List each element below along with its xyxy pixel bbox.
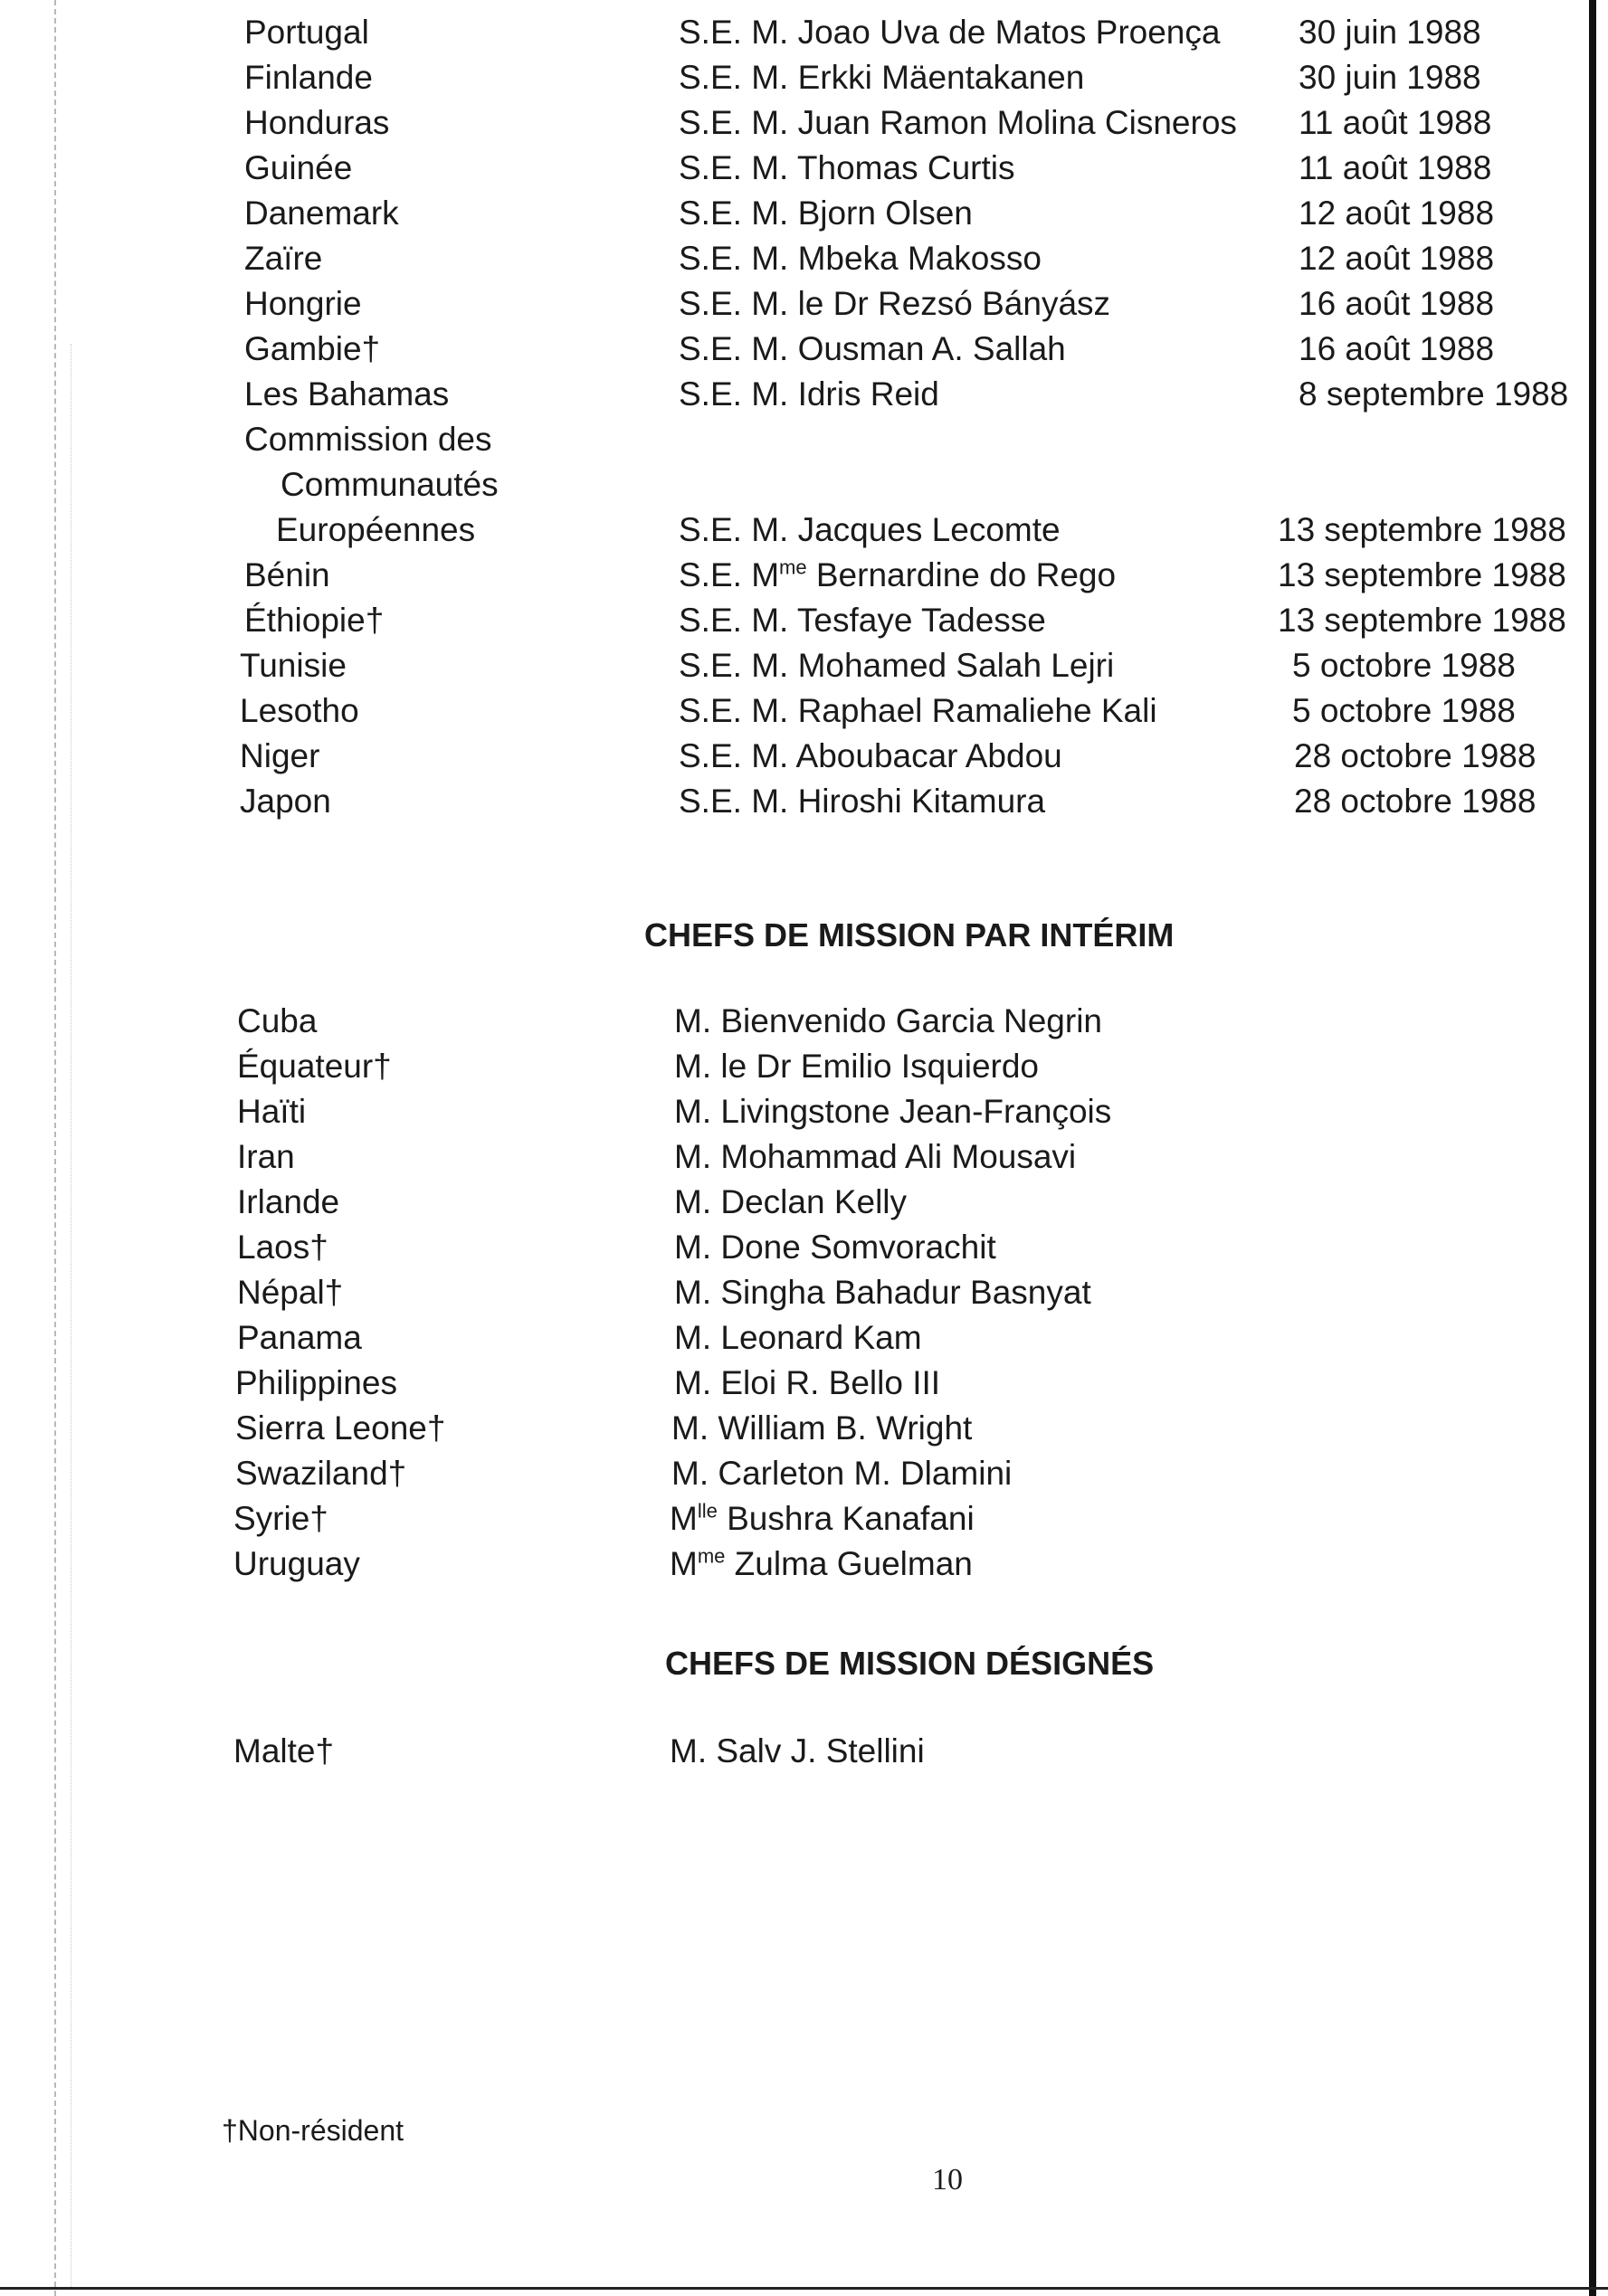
country: Philippines <box>235 1364 397 1401</box>
list-item <box>0 1407 1608 1450</box>
country: Niger <box>240 737 320 774</box>
chargé-name: M. Carleton M. Dlamini <box>671 1455 1013 1492</box>
envoy-name: S.E. M. Mohamed Salah Lejri <box>679 647 1115 684</box>
list-item <box>0 192 1608 235</box>
section-title-interim: CHEFS DE MISSION PAR INTÉRIM <box>644 916 1175 954</box>
envoy-name: S.E. M. le Dr Rezsó Bányász <box>679 285 1111 322</box>
country: Communautés <box>281 466 499 503</box>
list-item <box>0 1361 1608 1405</box>
country: Danemark <box>244 194 399 232</box>
envoy-name: S.E. M. Mbeka Makosso <box>679 240 1042 277</box>
list-item <box>0 11 1608 54</box>
accreditation-date: 11 août 1988 <box>1299 104 1492 141</box>
footnote: †Non-résident <box>222 2114 404 2147</box>
country: Équateur† <box>237 1048 392 1085</box>
accreditation-date: 16 août 1988 <box>1299 285 1495 322</box>
chargé-name: M. Singha Bahadur Basnyat <box>674 1274 1091 1311</box>
list-item <box>0 282 1608 326</box>
list-item <box>0 599 1608 642</box>
chargé-name: M. Mohammad Ali Mousavi <box>674 1138 1077 1175</box>
country: Panama <box>237 1319 362 1356</box>
list-item <box>0 1135 1608 1179</box>
envoy-name: S.E. M. Jacques Lecomte <box>679 511 1061 548</box>
country: Lesotho <box>240 692 359 729</box>
accreditation-date: 13 septembre 1988 <box>1278 511 1566 548</box>
envoy-name: S.E. M. Hiroshi Kitamura <box>679 783 1046 820</box>
envoy-name: S.E. M. Bjorn Olsen <box>679 194 973 232</box>
chargé-name: M. Done Somvorachit <box>674 1229 996 1266</box>
country: Malte† <box>233 1732 335 1769</box>
list-item <box>0 1181 1608 1224</box>
accreditation-date: 11 août 1988 <box>1299 149 1492 186</box>
scan-edge-bottom <box>0 2287 1608 2290</box>
list-item <box>0 689 1608 733</box>
list-item <box>0 780 1608 823</box>
country: Finlande <box>244 59 373 96</box>
envoy-name: M. Salv J. Stellini <box>670 1732 925 1769</box>
country: Haïti <box>237 1093 307 1130</box>
country: Swaziland† <box>235 1455 407 1492</box>
accreditation-date: 30 juin 1988 <box>1299 14 1481 51</box>
accreditation-date: 5 octobre 1988 <box>1292 647 1516 684</box>
chargé-name: M. William B. Wright <box>671 1409 973 1447</box>
list-item <box>0 237 1608 280</box>
list-item <box>0 735 1608 778</box>
list-item <box>0 1452 1608 1495</box>
chargé-name: M. Livingstone Jean-François <box>674 1093 1112 1130</box>
country: Iran <box>237 1138 295 1175</box>
list-item <box>0 1045 1608 1088</box>
country: Sierra Leone† <box>235 1409 446 1447</box>
envoy-name: S.E. M. Tesfaye Tadesse <box>679 602 1046 639</box>
country: Uruguay <box>233 1545 360 1582</box>
list-item <box>0 373 1608 416</box>
country: Zaïre <box>244 240 323 277</box>
envoy-name: S.E. M. Idris Reid <box>679 375 939 413</box>
country: Bénin <box>244 556 330 593</box>
list-item <box>0 463 1608 507</box>
country: Laos† <box>237 1229 328 1266</box>
list-item <box>0 1316 1608 1360</box>
accreditation-date: 30 juin 1988 <box>1299 59 1481 96</box>
chargé-name: M. Eloi R. Bello III <box>674 1364 941 1401</box>
accreditation-date: 12 août 1988 <box>1299 240 1495 277</box>
list-item <box>0 147 1608 190</box>
envoy-name: S.E. M. Aboubacar Abdou <box>679 737 1062 774</box>
country: Japon <box>240 783 331 820</box>
chargé-name: $M^{me}$ Zulma Guelman <box>670 1544 973 1582</box>
chargé-name: M. Declan Kelly <box>674 1183 908 1220</box>
envoy-name: S.E. M. Erkki Mäentakanen <box>679 59 1085 96</box>
country: Portugal <box>244 14 369 51</box>
list-item <box>0 56 1608 100</box>
accreditation-date: 5 octobre 1988 <box>1292 692 1516 729</box>
country: Cuba <box>237 1002 318 1039</box>
chargé-name: M. Leonard Kam <box>674 1319 922 1356</box>
accreditation-date: 8 septembre 1988 <box>1299 375 1569 413</box>
accreditation-date: 13 septembre 1988 <box>1278 602 1566 639</box>
country: Guinée <box>244 149 353 186</box>
envoy-name: S.E. $M^{me}$ Bernardine do Rego <box>679 555 1117 593</box>
accreditation-date: 13 septembre 1988 <box>1278 556 1566 593</box>
list-item <box>0 1000 1608 1043</box>
envoy-name: S.E. M. Joao Uva de Matos Proença <box>679 14 1221 51</box>
accreditation-date: 28 octobre 1988 <box>1294 737 1537 774</box>
country: Népal† <box>237 1274 344 1311</box>
accreditation-date: 16 août 1988 <box>1299 330 1495 367</box>
list-item <box>0 1730 1608 1773</box>
accreditation-date: 28 octobre 1988 <box>1294 783 1537 820</box>
list-item <box>0 1271 1608 1314</box>
section-title-designated: CHEFS DE MISSION DÉSIGNÉS <box>665 1645 1155 1682</box>
country: Hongrie <box>244 285 362 322</box>
page-number: 10 <box>932 2163 963 2196</box>
country: Syrie† <box>233 1500 328 1537</box>
accreditation-date: 12 août 1988 <box>1299 194 1495 232</box>
country: Les Bahamas <box>244 375 450 413</box>
envoy-name: S.E. M. Juan Ramon Molina Cisneros <box>679 104 1237 141</box>
chargé-name: M. le Dr Emilio Isquierdo <box>674 1048 1040 1085</box>
list-item <box>0 327 1608 371</box>
country: Commission des <box>244 421 492 458</box>
chargé-name: M. Bienvenido Garcia Negrin <box>674 1002 1102 1039</box>
list-item <box>0 508 1608 552</box>
list-item <box>0 418 1608 461</box>
country: Européennes <box>276 511 476 548</box>
list-item <box>0 1497 1608 1541</box>
list-item <box>0 1090 1608 1134</box>
list-item <box>0 1542 1608 1586</box>
list-item <box>0 644 1608 688</box>
envoy-name: S.E. M. Thomas Curtis <box>679 149 1015 186</box>
chargé-name: $M^{lle}$ Bushra Kanafani <box>670 1499 975 1537</box>
country: Gambie† <box>244 330 381 367</box>
country: Éthiopie† <box>244 602 385 639</box>
envoy-name: S.E. M. Raphael Ramaliehe Kali <box>679 692 1157 729</box>
country: Tunisie <box>240 647 347 684</box>
list-item <box>0 554 1608 597</box>
list-item <box>0 1226 1608 1269</box>
country: Irlande <box>237 1183 340 1220</box>
envoy-name: S.E. M. Ousman A. Sallah <box>679 330 1066 367</box>
list-item <box>0 101 1608 145</box>
country: Honduras <box>244 104 390 141</box>
